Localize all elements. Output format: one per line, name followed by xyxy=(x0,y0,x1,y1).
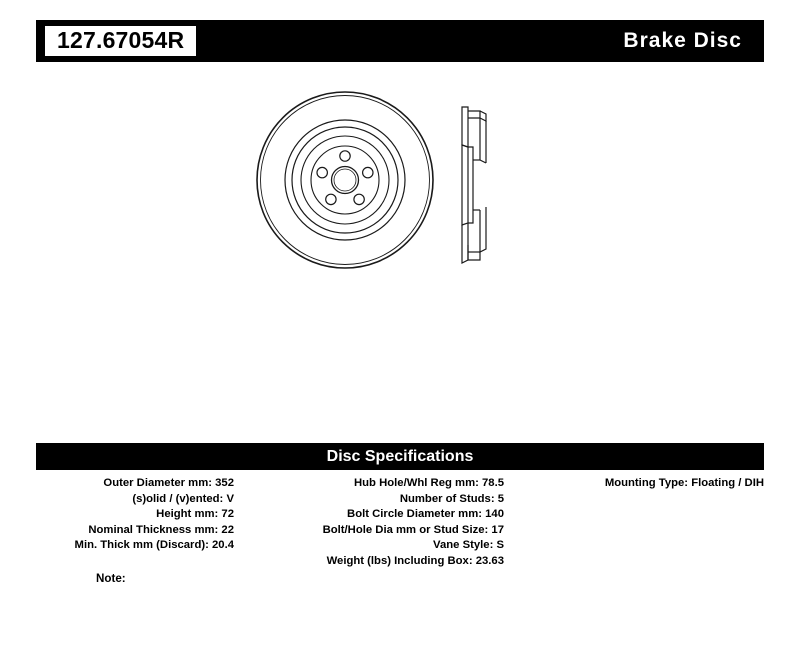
spec-item: (s)olid / (v)ented: V xyxy=(132,492,234,505)
rotor-edge-view xyxy=(462,107,486,263)
spec-column-left xyxy=(36,476,234,554)
note-label: Note: xyxy=(96,572,126,585)
product-drawing xyxy=(240,85,560,285)
spec-item: Bolt/Hole Dia mm or Stud Size: 17 xyxy=(322,523,504,536)
page-title: Brake Disc xyxy=(623,29,742,52)
spec-item: Mounting Type: Floating / DIH xyxy=(604,477,764,489)
spec-item: Bolt Circle Diameter mm: 140 xyxy=(347,508,504,521)
spec-item: Height mm: 72 xyxy=(156,508,234,521)
rotor-drawing-svg xyxy=(240,85,560,285)
spec-columns xyxy=(36,476,764,566)
spec-item: Nominal Thickness mm: 22 xyxy=(88,523,234,536)
spec-item: Outer Diameter mm: 352 xyxy=(103,477,234,489)
spec-section-title: Disc Specifications xyxy=(36,443,764,470)
spec-item: Number of Studs: 5 xyxy=(399,492,504,505)
spec-item: Min. Thick mm (Discard): 20.4 xyxy=(74,539,234,552)
rotor-face-view xyxy=(257,92,433,268)
spec-column-middle xyxy=(246,476,504,570)
spec-item: Weight (lbs) Including Box: 23.63 xyxy=(326,554,504,567)
part-number: 127.67054R xyxy=(45,26,196,56)
spec-item: Hub Hole/Whl Reg mm: 78.5 xyxy=(353,477,504,489)
spec-item: Vane Style: S xyxy=(433,539,504,552)
header-bar xyxy=(36,20,764,62)
spec-column-right xyxy=(516,476,764,492)
